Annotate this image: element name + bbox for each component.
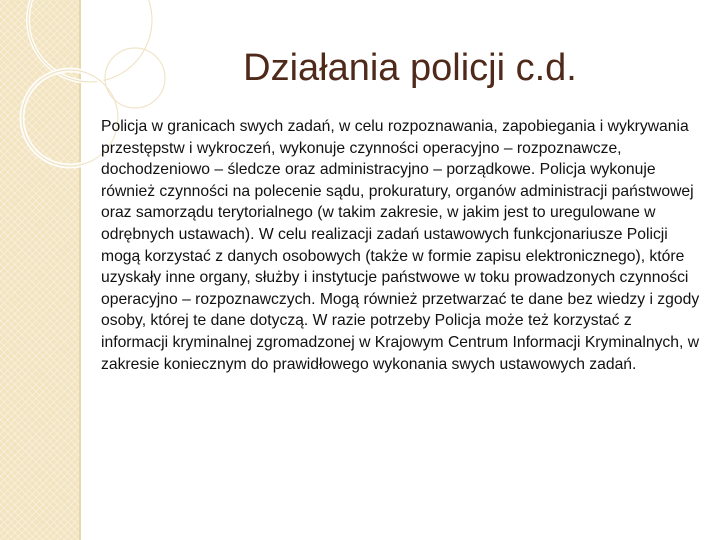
decorative-side-band	[0, 0, 79, 540]
slide-title: Działania policji c.d.	[243, 47, 577, 89]
band-edge-line	[79, 0, 81, 540]
slide-body-text: Policja w granicach swych zadań, w celu rozpoznawania, zapobiegania i wykrywania przestępstw i wykroczeń, wykonuje czynności operacyjno – rozpoznawcze, dochodzeniowo – śledcze oraz administracyjno – porządkowe. Policja wykonuje również czynności na polecenie sądu, prokuratury, organów administracji państwowej oraz samorządu terytorialnego (w takim zakresie, w jakim jest to uregulowane w odrębnych ustawach). W celu realizacji zadań ustawowych funkcjonariusze Policji mogą korzystać z danych osobowych (także w formie zapisu elektronicznego), które uzyskały inne organy, służby i instytucje państwowe w toku prowadzonych czynności operacyjno – rozpoznawczych. Mogą również przetwarzać te dane bez wiedzy i zgody osoby, której te dane dotyczą. W razie potrzeby Policja może też korzystać z informacji kryminalnej zgromadzonej w Krajowym Centrum Informacji Kryminalnych, w zakresie koniecznym do prawidłowego wykonania swych ustawowych zadań.	[101, 118, 700, 373]
